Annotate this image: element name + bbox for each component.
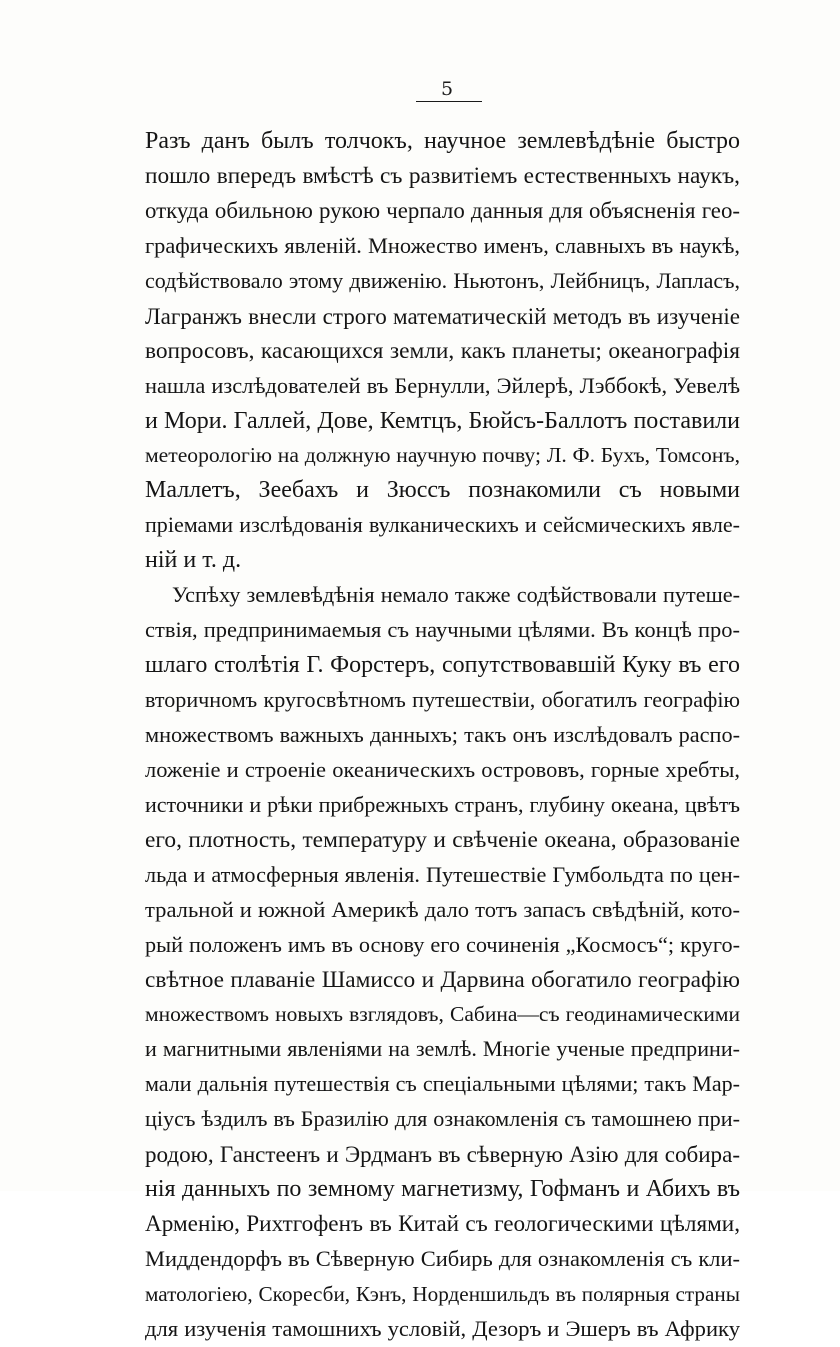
text-line: шлаго столѣтія Г. Форстеръ, сопутствовавшій Куку въ его bbox=[145, 652, 740, 679]
text-line: Миддендорфъ въ Сѣверную Сибирь для ознакомленія съ кли- bbox=[145, 1246, 740, 1271]
text-line: пріемами изслѣдованія вулканическихъ и сейсмическихъ явле- bbox=[145, 512, 740, 538]
text-line: множествомъ важныхъ данныхъ; такъ онъ изслѣдовалъ распо- bbox=[145, 721, 740, 747]
text-line: Успѣху землевѣдѣнія немало также содѣйствовали путеше- bbox=[172, 582, 740, 608]
text-line: содѣйствовало этому движенію. Ньютонъ, Лейбницъ, Лапласъ, bbox=[145, 267, 740, 293]
text-line: нашла изслѣдователей въ Бернулли, Эйлерѣ, Лэббокѣ, Уевелѣ bbox=[145, 372, 740, 398]
text-line: для изученія тамошнихъ условій, Дезоръ и Эшеръ въ Африку bbox=[145, 1315, 740, 1341]
text-line: Арменію, Рихтгофенъ въ Китай съ геологическими цѣлями, bbox=[145, 1211, 740, 1238]
text-line: родою, Ганстеенъ и Эрдманъ въ сѣверную Азію для собира- bbox=[145, 1141, 740, 1168]
text-line: источники и рѣки прибрежныхъ странъ, глубину океана, цвѣтъ bbox=[145, 791, 740, 817]
page-number: 5 bbox=[440, 78, 454, 100]
text-line: и Мори. Галлей, Дове, Кемтцъ, Бюйсъ-Баллотъ поставили bbox=[145, 407, 740, 434]
text-line: Разъ данъ былъ толчокъ, научное землевѣдѣніе быстро bbox=[145, 128, 740, 154]
text-line: множествомъ новыхъ взглядовъ, Сабина—съ геодинамическими bbox=[145, 1002, 740, 1027]
text-line: и магнитными явленіями на землѣ. Многіе ученые предприни- bbox=[145, 1036, 740, 1062]
text-line: вторичномъ кругосвѣтномъ путешествіи, обогатилъ географію bbox=[145, 687, 740, 712]
text-line: свѣтное плаваніе Шамиссо и Дарвина обогатило географію bbox=[145, 966, 740, 993]
text-line: графическихъ явленій. Множество именъ, славныхъ въ наукѣ, bbox=[145, 232, 740, 258]
body-text bbox=[145, 124, 740, 1347]
text-line: вопросовъ, касающихся земли, какъ планеты; океанографія bbox=[145, 337, 740, 364]
text-line: Лагранжъ внесли строго математическій методъ въ изученіе bbox=[145, 302, 740, 329]
text-line: его, плотность, температуру и свѣченіе океана, образованіе bbox=[145, 826, 740, 853]
text-line: ствія, предпринимаемыя съ научными цѣлями. Въ концѣ про- bbox=[145, 617, 740, 643]
text-line: ложеніе и строеніе океаническихъ острововъ, горные хребты, bbox=[145, 756, 740, 782]
text-line: метеорологію на должную научную почву; Л. Ф. Бухъ, Томсонъ, bbox=[145, 443, 740, 468]
page-number-rule bbox=[416, 101, 482, 102]
text-line: пошло впередъ вмѣстѣ съ развитіемъ естественныхъ наукъ, bbox=[145, 162, 740, 189]
text-line: Маллетъ, Зеебахъ и Зюссъ познакомили съ новыми bbox=[145, 477, 740, 504]
text-line: нія данныхъ по земному магнетизму, Гофманъ и Абихъ въ bbox=[145, 1176, 740, 1203]
text-line: откуда обильною рукою черпало данныя для объясненія гео- bbox=[145, 197, 740, 223]
text-line: мали дальнія путешествія съ спеціальными цѣлями; такъ Мар- bbox=[145, 1071, 740, 1097]
text-line: матологіею, Скоресби, Кэнъ, Норденшильдъ въ полярныя страны bbox=[145, 1281, 740, 1306]
text-line: льда и атмосферныя явленія. Путешествіе Гумбольдта по цен- bbox=[145, 861, 740, 887]
text-line: рый положенъ имъ въ основу его сочиненія „Космосъ“; круго- bbox=[145, 931, 740, 957]
text-line: тральной и южной Америкѣ дало тотъ запасъ свѣдѣній, кото- bbox=[145, 896, 740, 922]
text-line: ціусъ ѣздилъ въ Бразилію для ознакомленія съ тамошнею при- bbox=[145, 1106, 740, 1132]
text-line: ній и т. д. bbox=[145, 547, 242, 574]
